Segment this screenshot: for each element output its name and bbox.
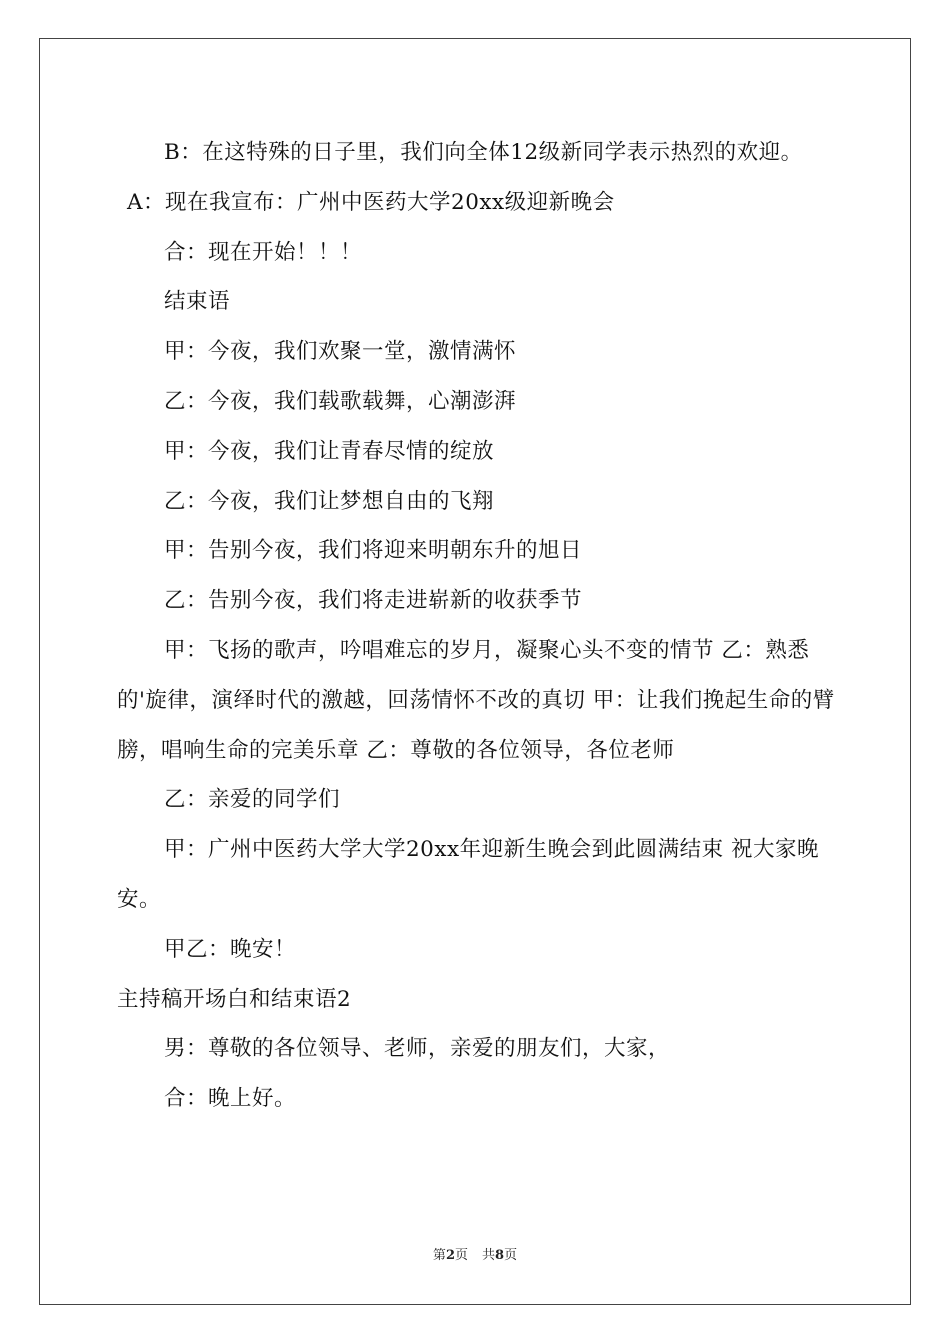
paragraph: 甲：飞扬的歌声，吟唱难忘的岁月，凝聚心头不变的情节 乙：熟悉的'旋律，演绎时代的激越，回荡情怀不改的真切 甲：让我们挽起生命的臂膀，唱响生命的完美乐章 乙：尊敬的各位领导，各位老师 bbox=[117, 637, 835, 763]
paragraph: 甲：告别今夜，我们将迎来明朝东升的旭日 bbox=[164, 538, 583, 564]
paragraph: 甲乙：晚安！ bbox=[164, 936, 297, 962]
page-number: 2 bbox=[445, 1248, 455, 1263]
paragraph: 乙：今夜，我们让梦想自由的飞翔 bbox=[164, 488, 495, 514]
page-prefix: 第 bbox=[432, 1248, 446, 1263]
section-heading-closing: 结束语 bbox=[164, 289, 231, 315]
paragraph: 合：晚上好。 bbox=[164, 1086, 297, 1112]
document-body bbox=[117, 128, 847, 1124]
paragraph: 甲：广州中医药大学大学20xx年迎新生晚会到此圆满结束 祝大家晚安。 bbox=[117, 837, 819, 912]
paragraph: B：在这特殊的日子里，我们向全体12级新同学表示热烈的欢迎。 bbox=[164, 140, 803, 165]
page-footer bbox=[0, 1248, 950, 1264]
paragraph: 合：现在开始！！！ bbox=[164, 239, 363, 265]
paragraph: A：现在我宣布：广州中医药大学20xx级迎新晚会 bbox=[127, 189, 615, 215]
paragraph: 乙：今夜，我们载歌载舞，心潮澎湃 bbox=[164, 388, 517, 414]
section-heading: 主持稿开场白和结束语2 bbox=[117, 986, 352, 1012]
paragraph: 甲：今夜，我们欢聚一堂，激情满怀 bbox=[164, 339, 517, 365]
total-pages: 8 bbox=[495, 1248, 505, 1263]
total-suffix: 页 bbox=[504, 1248, 518, 1263]
page-suffix: 页 bbox=[454, 1248, 468, 1263]
paragraph: 男：尊敬的各位领导、老师，亲爱的朋友们，大家， bbox=[164, 1036, 671, 1062]
paragraph: 甲：今夜，我们让青春尽情的绽放 bbox=[164, 438, 495, 464]
paragraph: 乙：亲爱的同学们 bbox=[164, 787, 341, 813]
paragraph: 乙：告别今夜，我们将走进崭新的收获季节 bbox=[164, 588, 583, 614]
total-prefix: 共 bbox=[482, 1248, 496, 1263]
